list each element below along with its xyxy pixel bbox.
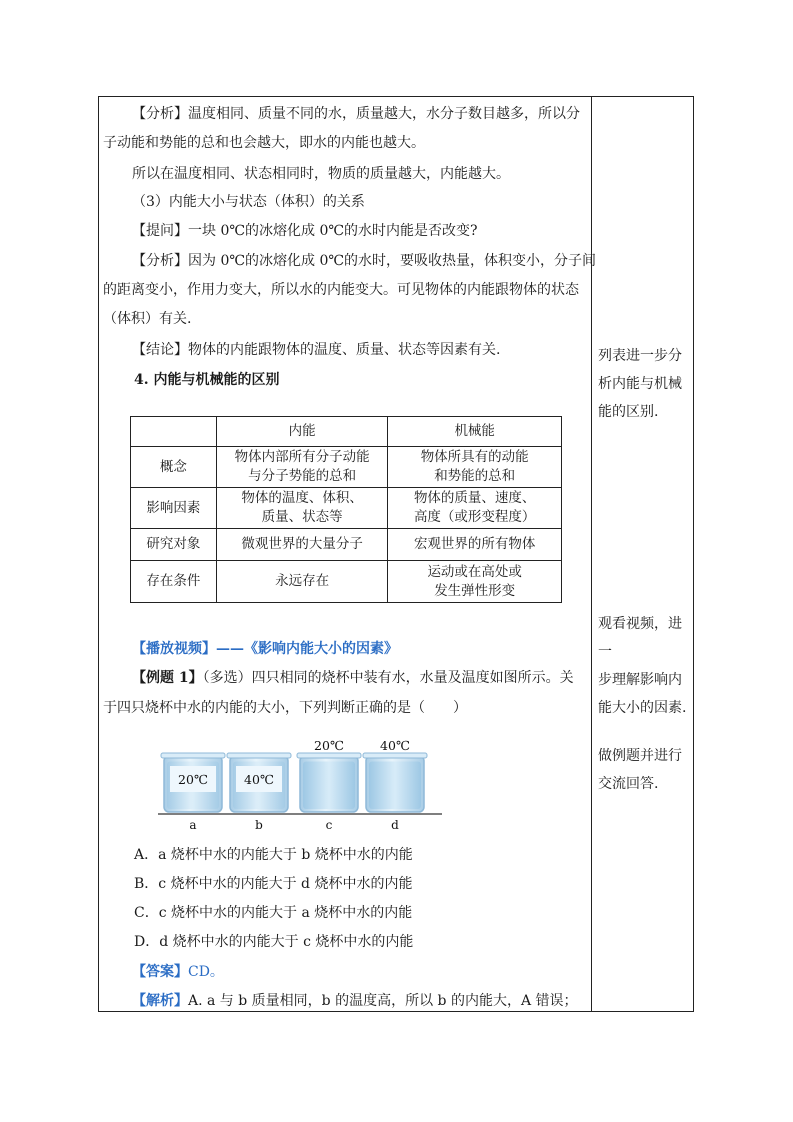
beaker-d — [363, 738, 427, 832]
section3-heading: （3）内能大小与状态（体积）的关系 — [132, 194, 365, 210]
example-line1: 【例题 1】（多选）四只相同的烧杯中装有水，水量及温度如图所示。关 — [132, 670, 574, 686]
column-divider — [591, 96, 592, 1012]
internal-cell: 物体内部所有分子动能 与分子势能的总和 — [216, 447, 388, 488]
analysis2-line3: （体积）有关. — [103, 311, 192, 327]
temperature-label: 20℃ — [178, 772, 208, 787]
beakers-figure — [150, 730, 450, 835]
header-cell-blank — [131, 417, 217, 447]
mechanical-cell: 宏观世界的所有物体 — [388, 529, 562, 561]
comparison-table — [130, 416, 562, 603]
internal-cell: 永远存在 — [216, 561, 388, 603]
option-b: B．c 烧杯中水的内能大于 d 烧杯中水的内能 — [134, 876, 413, 892]
section4-heading: 4. 内能与机械能的区别 — [134, 372, 280, 388]
conclusion-line: 【结论】物体的内能跟物体的温度、质量、状态等因素有关. — [132, 342, 501, 358]
beaker-id-label: c — [325, 818, 333, 832]
temperature-label: 40℃ — [380, 738, 410, 753]
beaker-rim — [161, 753, 225, 758]
beaker-c — [297, 738, 361, 832]
side-note-example: 做例题并进行 交流回答. — [598, 748, 682, 792]
beaker-rim — [363, 753, 427, 758]
video-line: 【播放视频】——《影响内能大小的因素》 — [132, 641, 398, 657]
beaker-rim — [297, 753, 361, 758]
table-row — [131, 488, 562, 529]
beaker-id-label: d — [391, 818, 399, 832]
table-row — [131, 447, 562, 488]
option-d: D．d 烧杯中水的内能大于 c 烧杯中水的内能 — [134, 934, 414, 950]
internal-cell: 微观世界的大量分子 — [216, 529, 388, 561]
analysis2-line1: 【分析】因为 0℃的冰熔化成 0℃的水时，要吸收热量，体积变小，分子间 — [132, 253, 597, 269]
beaker-a — [161, 753, 225, 832]
internal-cell: 物体的温度、体积、 质量、状态等 — [216, 488, 388, 529]
beaker-id-label: b — [255, 818, 263, 832]
explanation-line: 【解析】A. a 与 b 质量相同，b 的温度高，所以 b 的内能大，A 错误； — [132, 993, 578, 1009]
beaker-rim — [227, 753, 291, 758]
header-cell-internal: 内能 — [216, 417, 388, 447]
answer-line: 【答案】CD。 — [132, 964, 224, 980]
example-line2: 于四只烧杯中水的内能的大小，下列判断正确的是（ ） — [103, 700, 467, 716]
temperature-label: 40℃ — [244, 772, 274, 787]
analysis1-line2: 子动能和势能的总和也会越大，即水的内能也越大。 — [103, 135, 425, 151]
analysis2-line2: 的距离变小，作用力变大，所以水的内能变大。可见物体的内能跟物体的状态 — [103, 282, 579, 298]
row-label: 影响因素 — [131, 488, 217, 529]
mechanical-cell: 运动或在高处或 发生弹性形变 — [388, 561, 562, 603]
option-c: C．c 烧杯中水的内能大于 a 烧杯中水的内能 — [134, 905, 413, 921]
row-label: 概念 — [131, 447, 217, 488]
row-label: 研究对象 — [131, 529, 217, 561]
option-a: A．a 烧杯中水的内能大于 b 烧杯中水的内能 — [134, 847, 413, 863]
table-header-row — [131, 417, 562, 447]
mechanical-cell: 物体所具有的动能 和势能的总和 — [388, 447, 562, 488]
question-line: 【提问】一块 0℃的冰熔化成 0℃的水时内能是否改变? — [132, 223, 478, 239]
row-label: 存在条件 — [131, 561, 217, 603]
beaker-water — [303, 762, 355, 810]
table-row — [131, 561, 562, 603]
header-cell-mechanical: 机械能 — [388, 417, 562, 447]
mechanical-cell: 物体的质量、速度、 高度（或形变程度） — [388, 488, 562, 529]
temperature-label: 20℃ — [314, 738, 344, 753]
beaker-b — [227, 753, 291, 832]
summary-line: 所以在温度相同、状态相同时，物质的质量越大，内能越大。 — [132, 166, 510, 182]
analysis1-line1: 【分析】温度相同、质量不同的水，质量越大，水分子数目越多，所以分 — [132, 106, 580, 122]
beaker-id-label: a — [189, 818, 197, 832]
table-row — [131, 529, 562, 561]
beaker-water — [369, 762, 421, 810]
side-note-table: 列表进一步分 析内能与机械 能的区别. — [598, 348, 682, 420]
side-note-video: 观看视频，进一 步理解影响内 能大小的因素. — [598, 616, 687, 716]
